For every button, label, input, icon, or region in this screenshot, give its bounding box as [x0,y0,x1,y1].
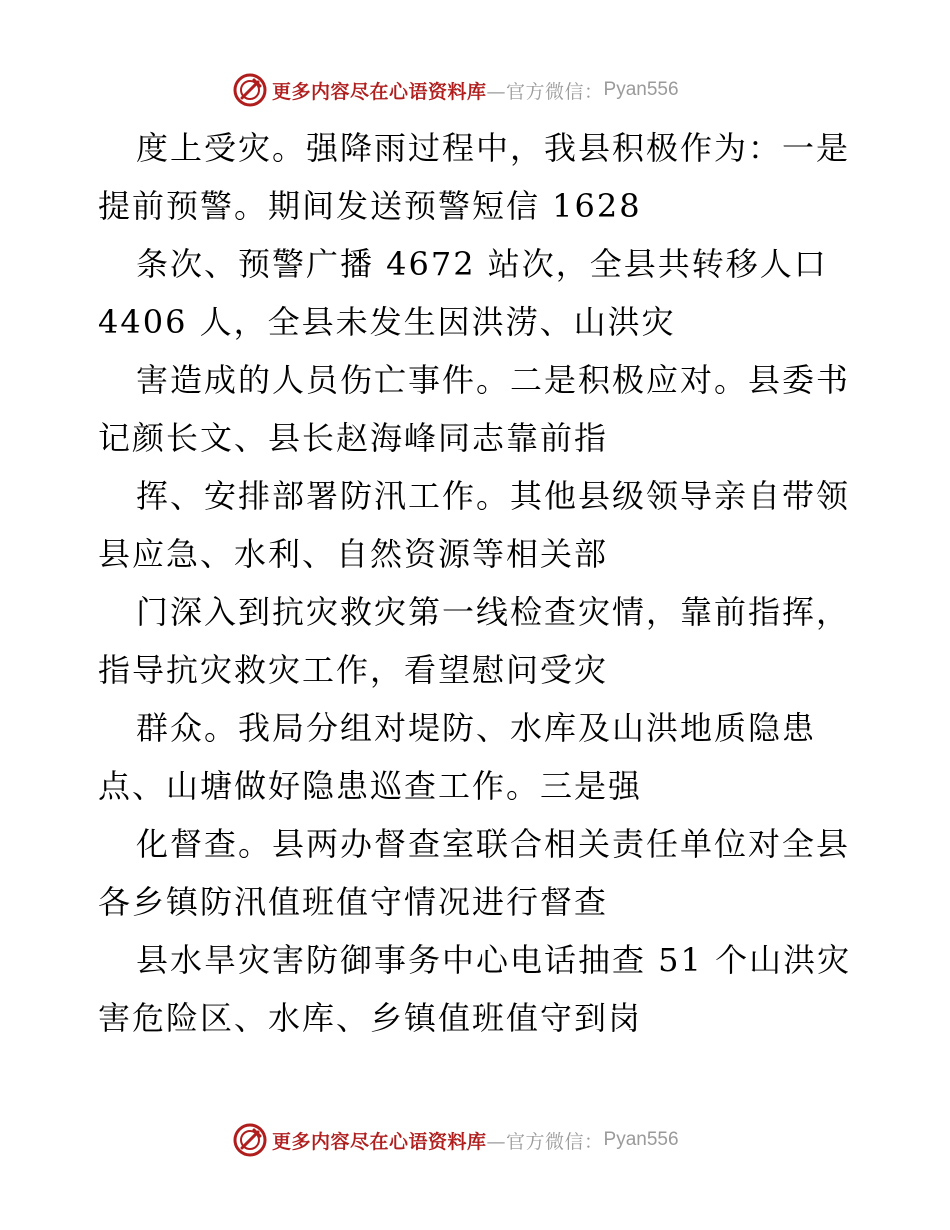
text-line: 化督查。县两办督查室联合相关责任单位对全县 [136,825,851,863]
text-line: 提前预警。期间发送预警短信 1628 [98,187,642,225]
brand-logo-icon [232,1122,268,1158]
brand-logo-icon [232,72,268,108]
watermark-wechat-id: Pyan556 [603,79,679,100]
header-watermark [232,72,679,108]
text-line: 群众。我局分组对堤防、水库及山洪地质隐患 [136,709,817,747]
text-line: 害危险区、水库、乡镇值班值守到岗 [98,999,643,1037]
text-line: 县应急、水利、自然资源等相关部 [98,535,609,573]
text-line: 害造成的人员伤亡事件。二是积极应对。县委书 [136,361,851,399]
text-line: 指导抗灾救灾工作，看望慰问受灾 [98,651,609,689]
text-line: 挥、安排部署防汛工作。其他县级领导亲自带领 [136,477,851,515]
watermark-wechat-id: Pyan556 [603,1129,679,1150]
text-line: 度上受灾。强降雨过程中，我县积极作为：一是 [136,129,851,167]
text-line: 记颜长文、县长赵海峰同志靠前指 [98,419,609,457]
text-line: 点、山塘做好隐患巡查工作。三是强 [98,767,643,805]
text-line: 县水旱灾害防御事务中心电话抽查 51 个山洪灾 [136,941,852,979]
watermark-separator: —官方微信： [486,80,604,103]
text-line: 门深入到抗灾救灾第一线检查灾情，靠前指挥， [136,593,851,631]
text-line: 条次、预警广播 4672 站次，全县共转移人口 [136,245,828,283]
watermark-separator: —官方微信： [486,1130,604,1153]
footer-watermark [232,1122,679,1158]
text-line: 4406 人，全县未发生因洪涝、山洪灾 [98,303,676,341]
watermark-text: 更多内容尽在心语资料库 [272,1130,487,1153]
watermark-text: 更多内容尽在心语资料库 [272,80,487,103]
text-line: 各乡镇防汛值班值守情况进行督查 [98,883,609,921]
